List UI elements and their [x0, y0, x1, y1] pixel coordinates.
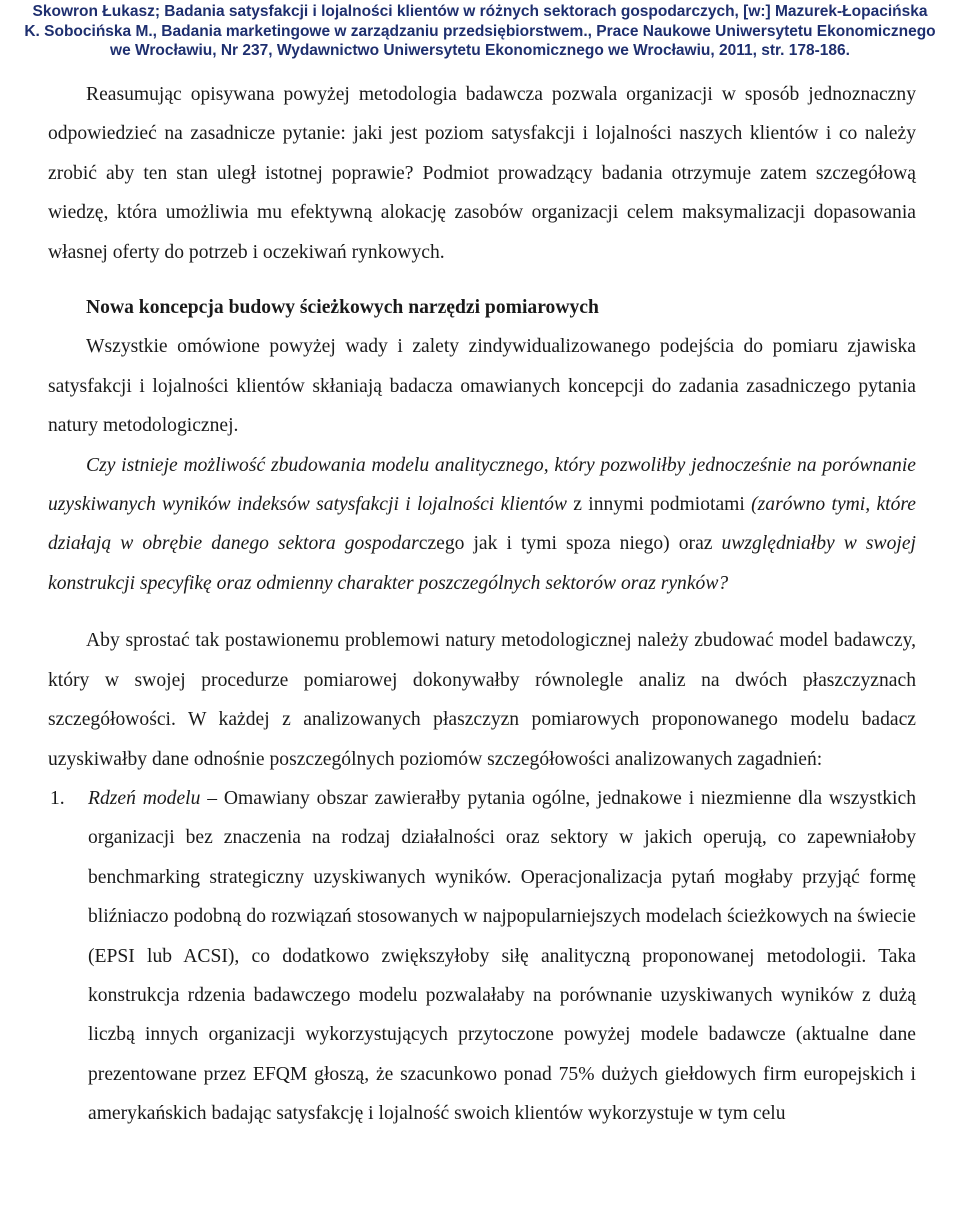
citation-header [0, 2, 960, 61]
section-heading: Nowa koncepcja budowy ścieżkowych narzędzi pomiarowych [86, 297, 599, 319]
list-item-number: 1. [50, 787, 65, 809]
paragraph-methodology: Wszystkie omówione powyżej wady i zalety zindywidualizowanego podejścia do pomiaru zjawiska satysfakcji i lojalności klientów skłaniają badacza omawianych koncepcji do zadania zasadniczego pytania natury metodologicznej. [48, 336, 916, 437]
list-item-term: Rdzeń modelu [88, 787, 201, 809]
research-question [48, 446, 916, 604]
paragraph-model: Aby sprostać tak postawionemu problemowi natury metodologicznej należy zbudować model badawczy, który w swojej procedurze pomiarowej dokonywałby równolegle analiz na dwóch płaszczyznach szczegółowości. W każdej z analizowanych płaszczyzn pomiarowych proponowanego modelu badacz uzyskiwałby dane odnośnie poszczególnych poziomów szczegółowości analizowanych zagadnień: [48, 630, 916, 770]
citation-line-1: Skowron Łukasz; Badania satysfakcji i lojalności klientów w różnych sektorach gospodarczych, [w:] Mazurek-Łopacińska [32, 3, 928, 20]
question-part-1: Czy istnieje możliwość zbudowania modelu analitycznego, który pozwoliłby jednocześnie na porównanie uzyskiwanych wyników indeksów satysfakcji i lojalności klientów [48, 454, 916, 516]
question-part-2: z innymi podmiotami [566, 494, 752, 516]
document-body [48, 75, 916, 1134]
citation-line-2: K. Sobocińska M., Badania marketingowe w zarządzaniu przedsiębiorstwem., Prace Naukowe Uniwersytetu Ekonomicznego [24, 22, 936, 40]
paragraph-summary: Reasumując opisywana powyżej metodologia badawcza pozwala organizacji w sposób jednoznaczny odpowiedzieć na zasadnicze pytanie: jaki jest poziom satysfakcji i lojalności naszych klientów i co należy zrobić aby ten stan uległ istotnej poprawie? Podmiot prowadzący badania otrzymuje zatem szczegółową wiedzę, która umożliwia mu efektywną alokację zasobów organizacji celem maksymalizacji dopasowania własnej oferty do potrzeb i oczekiwań rynkowych. [48, 84, 916, 263]
model-levels-list [48, 779, 916, 1134]
question-part-4: czego jak i tymi spoza niego) oraz [418, 533, 722, 555]
list-item-text: – Omawiany obszar zawierałby pytania ogólne, jednakowe i niezmienne dla wszystkich organizacji bez znaczenia na rodzaj działalności oraz sektory w jakich operują, co zapewniałoby benchmarking strategiczny uzyskiwanych wyników. Operacjonalizacja pytań mogłaby przyjąć formę bliźniaczo podobną do rozwiązań stosowanych w najpopularniejszych modelach ścieżkowych na świecie (EPSI lub ACSI), co dodatkowo zwiększyłoby siłę analityczną proponowanej metodologii. Taka konstrukcja rdzenia badawczego modelu pozwalałaby na porównanie uzyskiwanych wyników z dużą liczbą innych organizacji wykorzystujących przytoczone powyżej modele badawcze (aktualne dane prezentowane przez EFQM głoszą, że szacunkowo ponad 75% dużych giełdowych firm europejskich i amerykańskich badając satysfakcję i lojalność swoich klientów wykorzystuje w tym celu [88, 787, 916, 1125]
citation-line-3: we Wrocławiu, Nr 237, Wydawnictwo Uniwersytetu Ekonomicznego we Wrocławiu, 2011, str. 178-186. [110, 42, 850, 59]
list-item [48, 779, 916, 1134]
question-part-5: uwzględniałby w swojej konstrukcji specyfikę oraz odmienny charakter poszczególnych sektorów oraz rynków? [48, 533, 916, 594]
question-part-3: (zarówno tymi, które działają w obrębie danego sektora gospodar [48, 494, 916, 555]
